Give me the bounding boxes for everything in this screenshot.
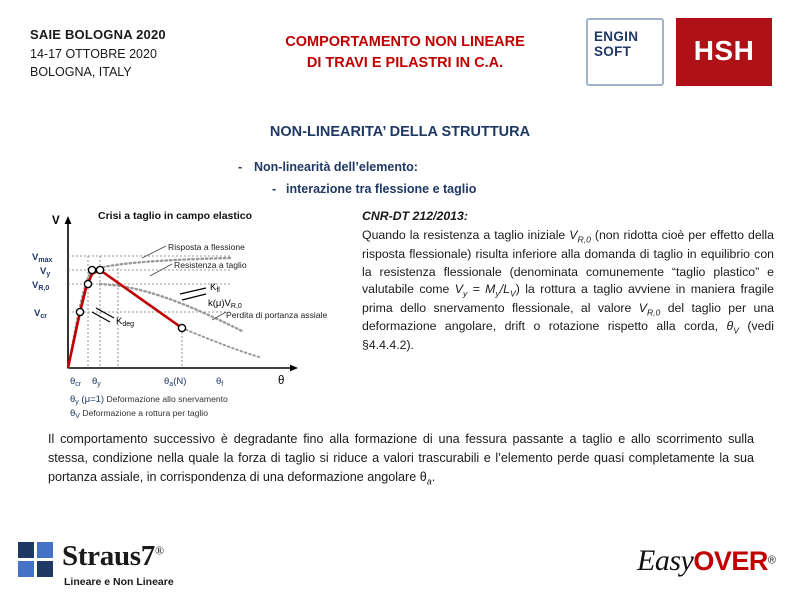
slide-footer <box>0 532 800 600</box>
bottom-paragraph: Il comportamento successivo è degradante fino alla formazione di una fessura passante a taglio e allo scorrimento sulla stessa, condizione nella quale la forza di taglio si riduce a valori trascurabili e l’elemento perde quasi completamente la sua portanza assiale, in corrispondenza di una deformazione angolare $\theta_a$. <box>48 432 754 487</box>
enginsoft-logo-line-1: ENGIN <box>594 29 639 44</box>
enginsoft-logo-text <box>594 29 638 59</box>
deck-title <box>225 32 585 74</box>
straus7-wordmark: Straus7 <box>62 540 155 572</box>
section-title: NON-LINEARITA’ DELLA STRUTTURA <box>269 124 531 140</box>
easyover-over-text: OVER <box>693 546 768 576</box>
straus7-logo-mark <box>18 542 56 580</box>
event-dates: 14-17 OTTOBRE 2020 <box>30 46 157 61</box>
figure-y-tick-vcr: $V_{cr}$ <box>34 308 47 320</box>
bullet-element-nonlinearity <box>238 160 418 174</box>
event-info <box>30 26 166 81</box>
slide-header <box>0 0 800 104</box>
bullet-dash-1: - <box>238 160 243 174</box>
figure-annotation-kfl: $K_{fl}$ <box>210 282 220 294</box>
figure-annotation-axial-loss: Perdita di portanza assiale <box>226 310 328 320</box>
deck-title-line-1: COMPORTAMENTO NON LINEARE <box>285 34 525 50</box>
easyover-logo <box>637 544 776 584</box>
figure-y-tick-vr0: $V_{R,0}$ <box>32 280 50 292</box>
straus7-logo-text <box>62 540 164 573</box>
figure-caption: Crisi a taglio in campo elastico <box>98 210 253 222</box>
shear-failure-figure <box>30 208 350 420</box>
enginsoft-logo-line-2: SOFT <box>594 44 632 60</box>
figure-y-tick-vmax: $V_{max}$ <box>32 252 53 264</box>
deck-title-line-2: DI TRAVI E PILASTRI IN C.A. <box>306 55 504 72</box>
event-title: SAIE BOLOGNA 2020 <box>30 27 166 42</box>
figure-x-tick-theta-a: $\theta_a(N)$ <box>164 376 187 388</box>
figure-x-axis-label: θ <box>278 375 285 387</box>
figure-y-tick-vy: $V_y$ <box>40 266 51 278</box>
cnr-text-block <box>362 208 774 354</box>
cnr-reference: CNR-DT 212/2013: <box>362 209 468 223</box>
figure-x-tick-theta-f: $\theta_f$ <box>216 376 224 388</box>
straus7-tagline: Lineare e Non Lineare <box>64 576 174 588</box>
bullet-label-2: interazione tra flessione e taglio <box>286 182 477 196</box>
hsh-logo-text: HSH <box>693 35 755 66</box>
figure-x-tick-theta-cr: $\theta_{cr}$ <box>70 376 82 388</box>
figure-y-axis-label: V <box>52 215 60 227</box>
straus7-logo <box>18 540 238 590</box>
bullet-dash-2: - <box>272 182 277 196</box>
enginsoft-logo <box>586 18 664 86</box>
cnr-body: Quando la resistenza a taglio iniziale $V_{R,0}$ (non ridotta cioè per effetto della risposta flessionale) risulta inferiore alla domanda di taglio in equilibrio con la resistenza flessionale (denominata comunemente “taglio plastico” e valutabile come $V_y = M_y/L_V$) la rottura a taglio avviene in maniera fragile prima dello snervamento flessionale, al valore $V_{R,0}$ del taglio per una deformazione angolare, drift o rotazione rispetto alla corda, $\theta_V$ (vedi §4.4.4.2). <box>362 228 775 352</box>
easyover-registered-mark: ® <box>767 554 776 567</box>
figure-graph <box>30 208 350 420</box>
easyover-easy-text: Easy <box>637 544 694 577</box>
event-place: BOLOGNA, ITALY <box>30 64 132 79</box>
figure-annotation-flexural: Risposta a flessione <box>168 242 245 252</box>
figure-legend-theta-v: $\theta_V$ Deformazione a rottura per taglio <box>70 408 208 420</box>
bullet-label-1: Non-linearità dell’elemento: <box>254 160 418 174</box>
figure-x-tick-theta-y: $\theta_y$ <box>92 376 101 388</box>
figure-annotation-kmu: $k(\mu)V_{R,0}$ <box>208 298 242 310</box>
straus7-registered-mark: ® <box>154 543 164 558</box>
figure-annotation-kdeg: $K_{deg}$ <box>116 316 135 328</box>
bullet-flexure-shear-interaction <box>272 182 476 196</box>
figure-legend-theta-y: $\theta_y$ (μ=1) Deformazione allo snervamento <box>70 394 228 406</box>
hsh-logo <box>676 18 772 86</box>
figure-annotation-shear-strength: Resistenza a taglio <box>174 260 247 270</box>
